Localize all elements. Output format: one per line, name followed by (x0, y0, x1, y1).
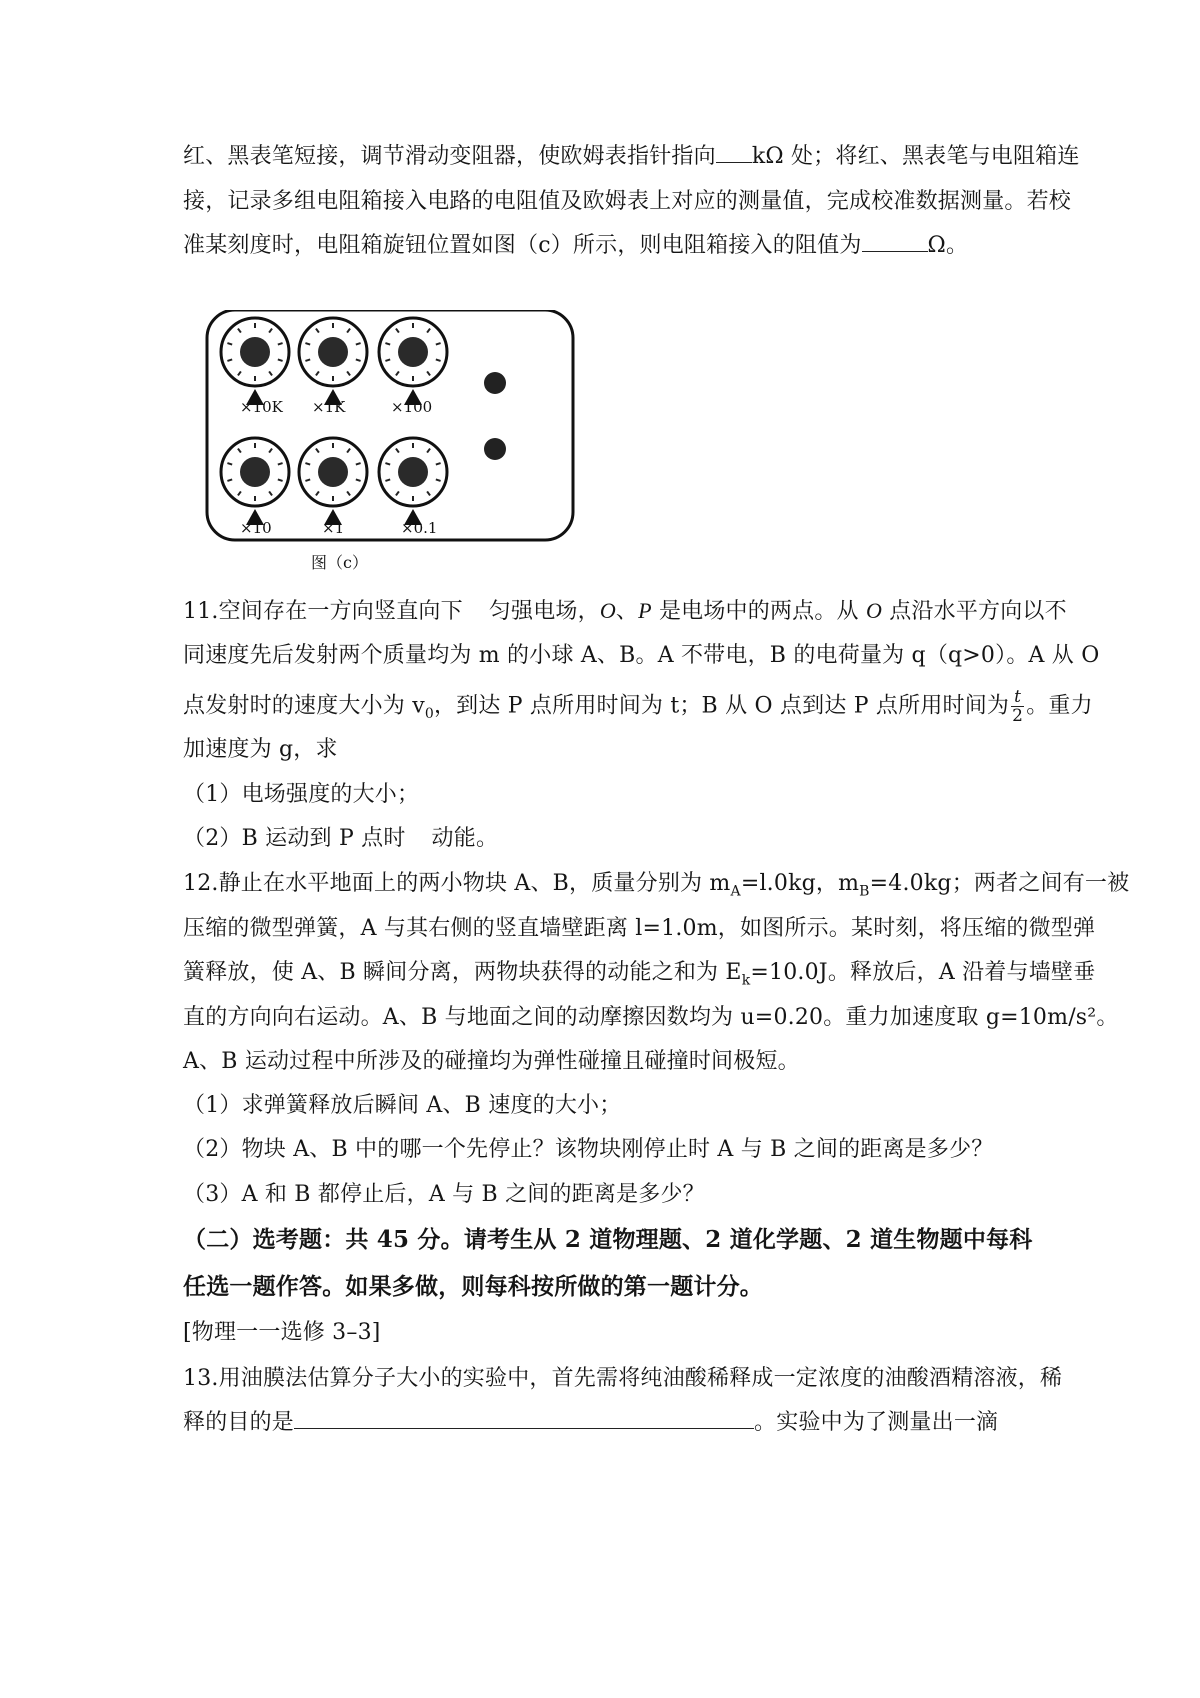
terminal-bottom (484, 438, 506, 460)
dial-knob (379, 318, 447, 405)
q12-part-1: （1）求弹簧释放后瞬间 A、B 速度的大小； (183, 1093, 622, 1118)
text: 准某刻度时，电阻箱旋钮位置如图（c）所示，则电阻箱接入的阻值为 (183, 233, 862, 258)
answer-blank[interactable] (294, 1408, 754, 1429)
text-line-2: 接，记录多组电阻箱接入电路的电阻值及欧姆表上对应的测量值，完成校准数据测量。若校 (183, 189, 1072, 214)
answer-blank[interactable] (716, 142, 752, 163)
dial-knob (299, 438, 367, 525)
q11-part-2: （2）B 运动到 P 点时 动能。 (183, 826, 499, 851)
dial-label: ×1K (312, 398, 346, 416)
q11-line-3: 点发射时的速度大小为 $v_0$，到达 P 点所用时间为 t；B 从 O 点到达 P 点所用时间为 $\frac{t}{2}$ 。重力 (183, 687, 1093, 726)
q12-line-4: 直的方向向右运动。A、B 与地面之间的动摩擦因数均为 u=0.20。重力加速度取 g=10m/s²。 (183, 1005, 1119, 1030)
dial-label: ×0.1 (401, 519, 438, 537)
dial-knob (221, 318, 289, 405)
q13-line-1: 13.用油膜法估算分子大小的实验中，首先需将纯油酸稀释成一定浓度的油酸酒精溶液，稀 (183, 1366, 1063, 1391)
dial-knob (299, 318, 367, 405)
elective-tag: [物理一一选修 3–3] (183, 1320, 381, 1345)
q11-line-4: 加速度为 g，求 (183, 737, 338, 762)
text: 红、黑表笔短接，调节滑动变阻器，使欧姆表指针指向 (183, 144, 716, 169)
q12-line-5: A、B 运动过程中所涉及的碰撞均为弹性碰撞且碰撞时间极短。 (183, 1049, 800, 1074)
dial-label: ×10 (240, 519, 272, 537)
q12-line-2: 压缩的微型弹簧，A 与其右侧的竖直墙壁距离 l=1.0m，如图所示。某时刻，将压缩的微型弹 (183, 916, 1096, 941)
answer-blank[interactable] (862, 231, 928, 252)
section-heading-line-1: （二）选考题：共 45 分。请考生从 2 道物理题、2 道化学题、2 道生物题中每科 (183, 1226, 1033, 1253)
q11-line-1: 11.空间存在一方向竖直向下 匀强电场，O、P 是电场中的两点。从 O 点沿水平方向以不 (183, 598, 1067, 624)
dial-knob (221, 438, 289, 525)
text: kΩ 处；将红、黑表笔与电阻箱连 (751, 144, 1080, 169)
resistance-box-diagram (205, 310, 585, 580)
dial-label: ×10K (240, 398, 283, 416)
fraction-t-over-2: $\frac{t}{2}$ (1012, 687, 1024, 726)
q12-part-3: （3）A 和 B 都停止后，A 与 B 之间的距离是多少？ (183, 1182, 705, 1207)
dial-label: ×1 (322, 519, 345, 537)
dial-label: ×100 (391, 398, 433, 416)
q13-line-2: 释的目的是 。实验中为了测量出一滴 (183, 1410, 999, 1435)
q11-line-2: 同速度先后发射两个质量均为 m 的小球 A、B。A 不带电，B 的电荷量为 q（q>0）。A 从 O (183, 643, 1100, 668)
text-line-1 (183, 142, 1080, 172)
resistance-box-figure (205, 310, 585, 584)
q12-line-1: 12.静止在水平地面上的两小物块 A、B，质量分别为 $m_A=l.0kg$，$m_B=4.0kg$；两者之间有一被 (183, 871, 1130, 900)
q12-part-2: （2）物块 A、B 中的哪一个先停止？该物块刚停止时 A 与 B 之间的距离是多少？ (183, 1137, 994, 1162)
text-line-3 (183, 231, 1023, 261)
dial-knob (379, 438, 447, 525)
text: Ω。 (927, 233, 969, 258)
section-heading-line-2: 任选一题作答。如果多做，则每科按所做的第一题计分。 (183, 1273, 763, 1300)
terminal-top (484, 372, 506, 394)
q11-part-1: （1）电场强度的大小； (183, 782, 420, 807)
figure-caption: 图（c） (311, 553, 368, 572)
q12-line-3: 簧释放，使 A、B 瞬间分离，两物块获得的动能之和为 $E_k=10.0J$。释放后，A 沿着与墙壁垂 (183, 960, 1096, 989)
